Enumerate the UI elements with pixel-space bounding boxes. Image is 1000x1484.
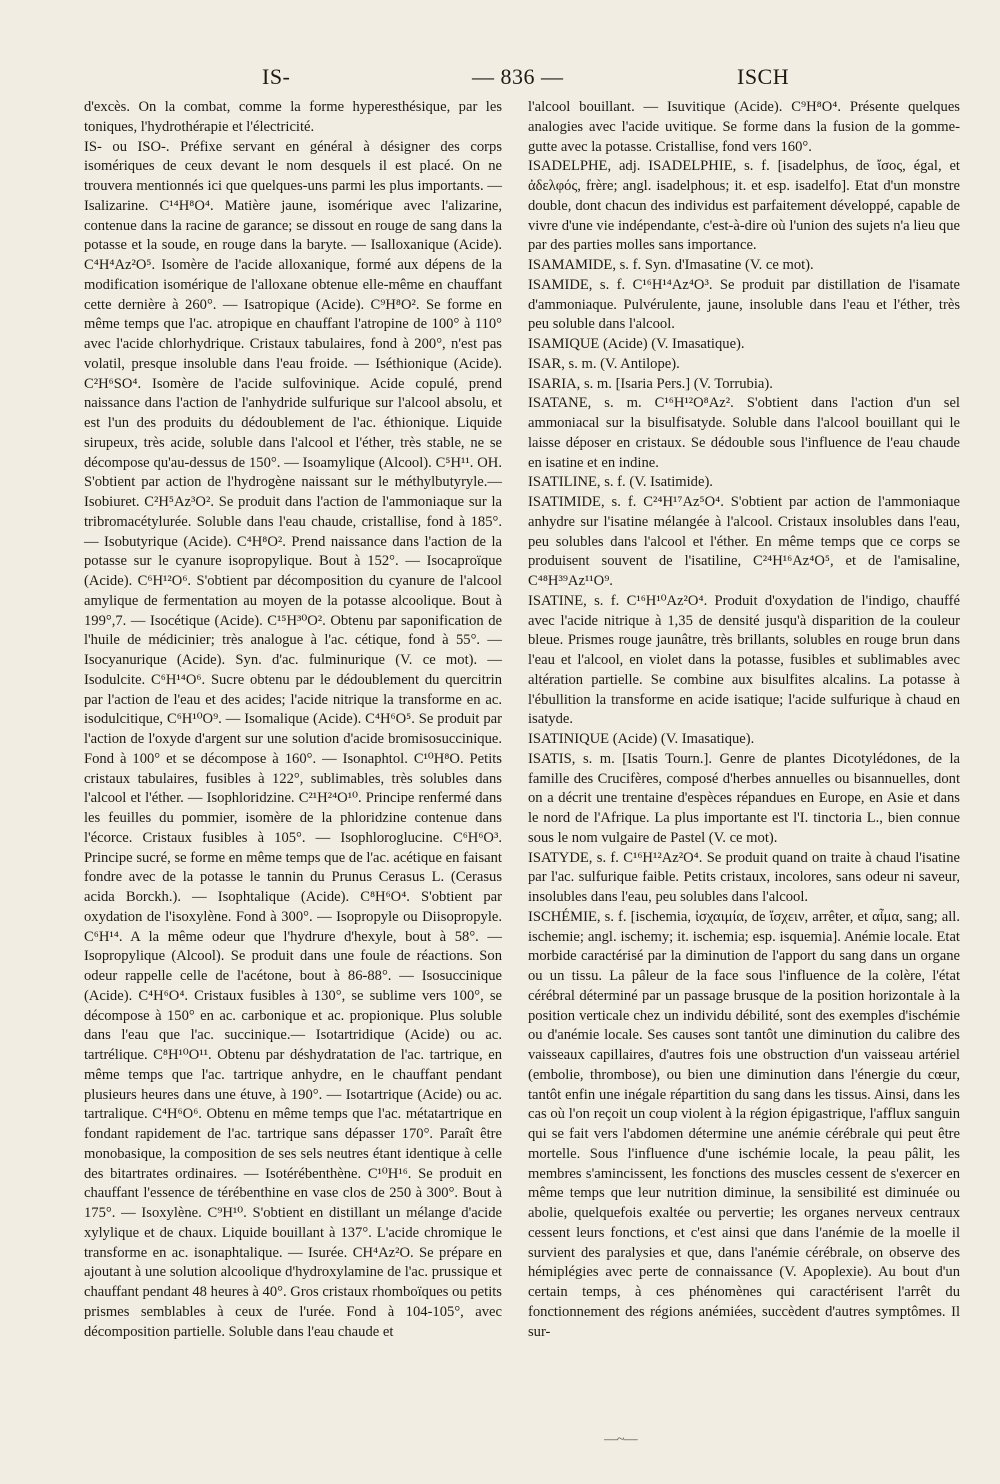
left-column [84, 98, 502, 1342]
entry-paragraph: ISCHÉMIE, s. f. [ischemia, ἰσχαιμία, de ἴσχειν, arrêter, et αἷμα, sang; all. ischemie; angl. ischemy; it. ischemia; esp. isquemia]. Anémie locale. Etat morbide caractérisé par la diminution de l'apport du sang dans un organe ou un tissu. La pâleur de la face sous l'influence de la colère, l'état cérébral déterminé par un passage brusque de la position horizontale à la position verticale chez un individu débilité, sont des exemples d'ischémie ou d'anémie locale. Ses causes sont tantôt une diminution du calibre des vaisseaux capillaires, d'autres fois une obstruction d'un vaisseau artériel (embolie, thrombose), ou bien une diminution dans l'énergie du cœur, tantôt enfin une inégale répartition du sang dans les tissus. Ainsi, dans les cas où l'on reçoit un coup violent à la région épigastrique, l'afflux sanguin qui se fait vers l'abdomen détermine une anémie cérébrale qui peut être mortelle. Sous l'influence d'une ischémie locale, la peau pâlit, les membres s'amincissent, les fonctions des muscles cessent de s'exercer en même temps que leur nutrition diminue, la sensibilité est diminuée ou abolie, quelquefois exaltée ou pervertie; les organes nerveux centraux cessent leurs fonctions, et c'est ainsi que dans l'anémie de la moelle il survient des paralysies et que, dans l'anémie cérébrale, on observe des hémiplégies avec perte de connaissance (V. Apoplexie). Au bout d'un certain temps, à ces phénomènes qui caractérisent l'arrêt du fonctionnement des régions anémiées, succèdent d'autres symptômes. Il sur- [528, 908, 960, 1340]
entry-paragraph: ISAMIDE, s. f. C¹⁶H¹⁴Az⁴O³. Se produit par distillation de l'isamate d'ammoniaque. Pulvérulente, jaune, insoluble dans l'eau et l'éther, très peu soluble dans l'alcool. [528, 276, 960, 333]
entry-paragraph: IS- ou ISO-. Préfixe servant en général à désigner des corps isomériques de ceux devant le nom desquels il est placé. On ne trouvera mentionnés ici que quelques-uns parmi les plus importants. — Isalizarine. C¹⁴H⁸O⁴. Matière jaune, isomérique avec l'alizarine, contenue dans la racine de garance; se dissout en rouge de sang dans la potasse et la soude, en rouge dans la baryte. — Isalloxanique (Acide). C⁴H⁴Az²O⁵. Isomère de l'acide alloxanique, formé aux dépens de la modification isomérique de l'alloxane obtenue elle-même en chauffant cette dernière à 260°. — Isatropique (Acide). C⁹H⁸O². Se forme en même temps que l'ac. atropique en chauffant l'atropine de 100° à 110° avec l'acide chlorhydrique. Cristaux tabulaires, fond à 200°, n'est pas volatil, presque insoluble dans l'eau froide. — Iséthionique (Acide). C²H⁶SO⁴. Isomère de l'acide sulfovinique. Acide copulé, prend naissance dans l'action de l'anhydride sulfurique sur l'alcool absolu, et est l'un des produits du dédoublement de l'ac. éthionique. Liquide sirupeux, très acide, soluble dans l'alcool et l'éther, très stable, ne se décompose qu'au-dessus de 150°. — Isoamylique (Alcool). C⁵H¹¹. OH. S'obtient par action de l'hydrogène naissant sur le méthylbutyryle.— Isobiuret. C²H⁵Az³O². Se produit dans l'action de l'ammoniaque sur la tribromacétylurée. Soluble dans l'eau chaude, cristallise, fond à 185°. — Isobutyrique (Acide). C⁴H⁸O². Prend naissance dans l'action de la potasse sur le cyanure isopropylique. Bout à 152°. — Isocaproïque (Acide). C⁶H¹²O⁶. S'obtient par décomposition du cyanure de l'alcool amylique de fermentation au moyen de la potasse alcoolique. Bout à 199°,7. — Isocétique (Acide). C¹⁵H³⁰O². Obtenu par saponification de l'huile de médicinier; très analogue à l'ac. cétique, fond à 55°. — Isocyanurique (Acide). Syn. d'ac. fulminurique (V. ce mot). — Isodulcite. C⁶H¹⁴O⁶. Sucre obtenu par le dédoublement du quercitrin par l'action de l'eau et des acides; l'acide nitrique la transforme en ac. isodulcitique, C⁶H¹⁰O⁹. — Isomalique (Acide). C⁴H⁶O⁵. Se produit par l'action de l'oxyde d'argent sur une solution d'acide bromisosuccinique. Fond à 100° et se décompose à 160°. — Isonaphtol. C¹⁰H⁸O. Petits cristaux tabulaires, fusibles à 122°, sublimables, très solubles dans l'alcool et l'éther. — Isophloridzine. C²¹H²⁴O¹⁰. Principe renfermé dans les feuilles du pommier, isomère de la phloridzine contenue dans l'écorce. Cristaux fusibles à 105°. — Isophloroglucine. C⁶H⁶O³. Principe sucré, se forme en même temps que de l'ac. acétique en faisant fondre avec de la potasse le tannin du Prunus Cerasus L. (Cerasus acida Borckh.). — Isophtalique (Acide). C⁸H⁶O⁴. S'obtient par oxydation de l'isoxylène. Fond à 300°. — Isopropyle ou Diisopropyle. C⁶H¹⁴. A la même odeur que l'hydrure d'hexyle, bout à 58°. — Isopropylique (Alcool). Se produit dans une foule de réactions. Son odeur rappelle celle de l'acétone, bout à 86-88°. — Isosuccinique (Acide). C⁴H⁶O⁴. Cristaux fusibles à 130°, se sublime vers 100°, se décompose à 150° en ac. carbonique et ac. propionique. Plus soluble dans l'eau que l'ac. succinique.— Isotartridique (Acide) ou ac. tartrélique. C⁸H¹⁰O¹¹. Obtenu par déshydratation de l'ac. tartrique, en même temps que l'ac. tartrique anhydre, en le chauffant pendant plusieurs heures dans une étuve, à 190°. — Isotartrique (Acide) ou ac. tartralique. C⁴H⁶O⁶. Obtenu en même temps que l'ac. métatartrique en fondant rapidement de l'ac. tartrique sans dépasser 170°. Paraît être monobasique, la composition de ses sels neutres étant identique à celle des bitartrates ordinaires. — Isotérébenthène. C¹⁰H¹⁶. Se produit en chauffant l'essence de térébenthine en vase clos de 250 à 300°. Bout à 175°. — Isoxylène. C⁹H¹⁰. S'obtient en distillant un mélange d'acide xylylique et de chaux. Liquide bouillant à 137°. L'acide chromique le transforme en ac. isonaphtalique. — Isurée. CH⁴Az²O. Se prépare en ajoutant à une solution alcoolique d'hydroxylamine de l'ac. prussique et chauffant pendant 48 heures à 40°. Gros cristaux rhomboïques ou petits prismes semblables à ceux de l'urée. Fond à 104-105°, avec décomposition partielle. Soluble dans l'eau chaude et [84, 138, 502, 1340]
entry-paragraph: ISATANE, s. m. C¹⁶H¹²O⁸Az². S'obtient dans l'action d'un sel ammoniacal sur la bisulfisatyde. Soluble dans l'alcool bouillant qui le laisse déposer en cristaux. Se dédouble sous l'influence de l'eau chaude en isatine et en indine. [528, 395, 960, 471]
entry-paragraph: ISATILINE, s. f. (V. Isatimide). [528, 474, 713, 491]
entry-paragraph: ISAMAMIDE, s. f. Syn. d'Imasatine (V. ce mot). [528, 257, 814, 273]
entry-paragraph: d'excès. On la combat, comme la forme hyperesthésique, par les toniques, l'hydrothérapie et l'électricité. [84, 99, 502, 135]
entry-paragraph: ISATYDE, s. f. C¹⁶H¹²Az²O⁴. Se produit quand on traite à chaud l'isatine par l'ac. sulfurique faible. Petits cristaux, incolores, sans odeur ni saveur, insolubles dans l'eau, peu solubles dans l'alcool. [528, 849, 960, 905]
entry-paragraph: ISAR, s. m. (V. Antilope). [528, 355, 680, 372]
entry-paragraph: ISATIMIDE, s. f. C²⁴H¹⁷Az⁵O⁴. S'obtient par action de l'ammoniaque anhydre sur l'isatine mélangée à l'alcool. Cristaux insolubles dans l'eau, peu solubles dans l'alcool et l'éther. En même temps que ce corps se produisent souvent de l'isatiline, C²⁴H¹⁶Az⁴O⁵, et de l'amisaline, C⁴⁸H³⁹Az¹¹O⁹. [528, 494, 960, 589]
entry-paragraph: l'alcool bouillant. — Isuvitique (Acide). C⁹H⁸O⁴. Présente quelques analogies avec l'acide uvitique. Se forme dans la fusion de la gomme-gutte avec la potasse. Cristallise, fond vers 160°. [528, 99, 960, 155]
right-column [528, 98, 960, 1342]
running-head-right: ISCH [737, 64, 790, 89]
running-head-left: IS- [262, 64, 291, 89]
entry-paragraph: ISARIA, s. m. [Isaria Pers.] (V. Torrubia). [528, 375, 773, 392]
entry-paragraph: ISATINIQUE (Acide) (V. Imasatique). [528, 731, 755, 747]
footer-ornament: —~— [604, 1432, 637, 1447]
entry-paragraph: ISAMIQUE (Acide) (V. Imasatique). [528, 336, 745, 352]
entry-paragraph: ISATINE, s. f. C¹⁶H¹⁰Az²O⁴. Produit d'oxydation de l'indigo, chauffé avec l'acide nitrique à 1,35 de densité jusqu'à disparition de la couleur bleue. Prismes rouge jaunâtre, très brillants, solubles en rouge brun dans l'eau et l'alcool, en violet dans la potasse, fusibles et sublimables avec altération partielle. Se combine aux bisulfites alcalins. La potasse à l'ébullition la transforme en acide isatique; l'acide sulfurique à chaud en isatyde. [528, 592, 960, 728]
entry-paragraph: ISADELPHE, adj. ISADELPHIE, s. f. [isadelphus, de ἴσος, égal, et ἀδελφός, frère; angl. isadelphous; it. et esp. isadelfo]. Etat d'un monstre double, dont chacun des individus est parfaitement développé, capable de vivre d'une vie indépendante, c'est-à-dire où l'union des sujets n'a lieu que par des parties molles sans importance. [528, 158, 960, 254]
page-number: — 836 — [472, 64, 564, 89]
entry-paragraph: ISATIS, s. m. [Isatis Tourn.]. Genre de plantes Dicotylédones, de la famille des Crucifères, composé d'herbes annuelles ou bisannuelles, dont on a décrit une trentaine d'espèces répandues en Europe, en Asie et dans le nord de l'Afrique. La plus importante est l'I. tinctoria L., bien connue sous le nom vulgaire de Pastel (V. ce mot). [528, 750, 960, 846]
